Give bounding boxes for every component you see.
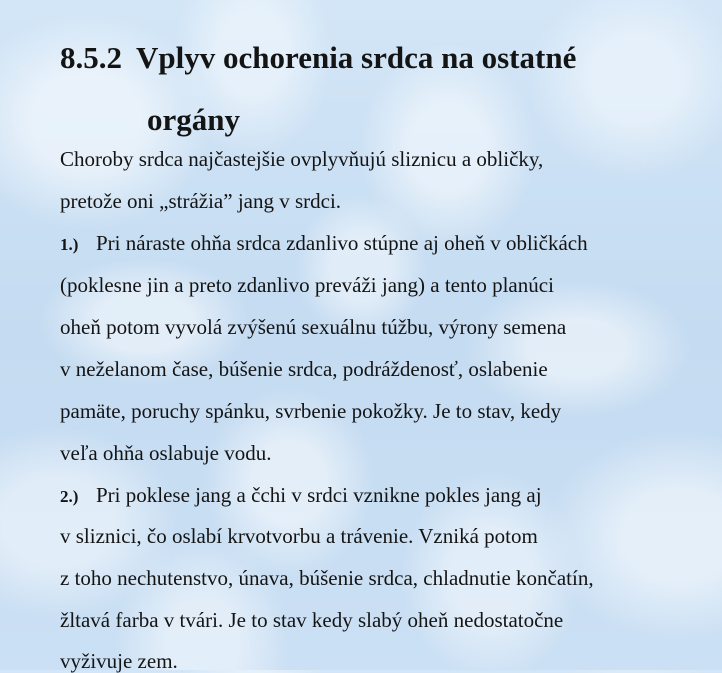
list-item-first-line	[60, 483, 542, 509]
list-item-first-line	[60, 231, 588, 257]
list-item-line: v sliznici, čo oslabí krvotvorbu a trávenie. Vzniká potom	[60, 524, 538, 548]
list-item-text: Pri náraste ohňa srdca zdanlivo stúpne aj oheň v obličkách	[96, 231, 588, 255]
list-item-line: žltavá farba v tvári. Je to stav kedy slabý oheň nedostatočne	[60, 608, 564, 632]
list-item-line: v neželanom čase, búšenie srdca, podráždenosť, oslabenie	[60, 357, 548, 381]
heading-title-part-2: orgány	[147, 102, 240, 137]
list-item-line: pamäte, poruchy spánku, svrbenie pokožky. Je to stav, kedy	[60, 399, 562, 423]
heading-title-part-1: Vplyv ochorenia srdca na ostatné	[136, 40, 577, 75]
list-item-line: z toho nechutenstvo, únava, búšenie srdca, chladnutie končatín,	[60, 566, 594, 590]
list-item-line: vyživuje zem.	[60, 649, 178, 673]
list-item-number: 2.)	[60, 487, 79, 506]
list-item-line: (poklesne jin a preto zdanlivo preváži jang) a tento planúci	[60, 273, 554, 297]
section-number: 8.5.2	[60, 40, 122, 75]
intro-line: pretože oni „strážia” jang v srdci.	[60, 189, 342, 213]
list-item-line: veľa ohňa oslabuje vodu.	[60, 441, 272, 465]
list-item-line: oheň potom vyvolá zvýšenú sexuálnu túžbu, výrony semena	[60, 315, 567, 339]
list-item-number: 1.)	[60, 235, 79, 254]
list-item-text: Pri poklese jang a čchi v srdci vznikne pokles jang aj	[96, 483, 542, 507]
intro-line: Choroby srdca najčastejšie ovplyvňujú sliznicu a obličky,	[60, 147, 544, 171]
heading-line-1	[60, 42, 576, 73]
